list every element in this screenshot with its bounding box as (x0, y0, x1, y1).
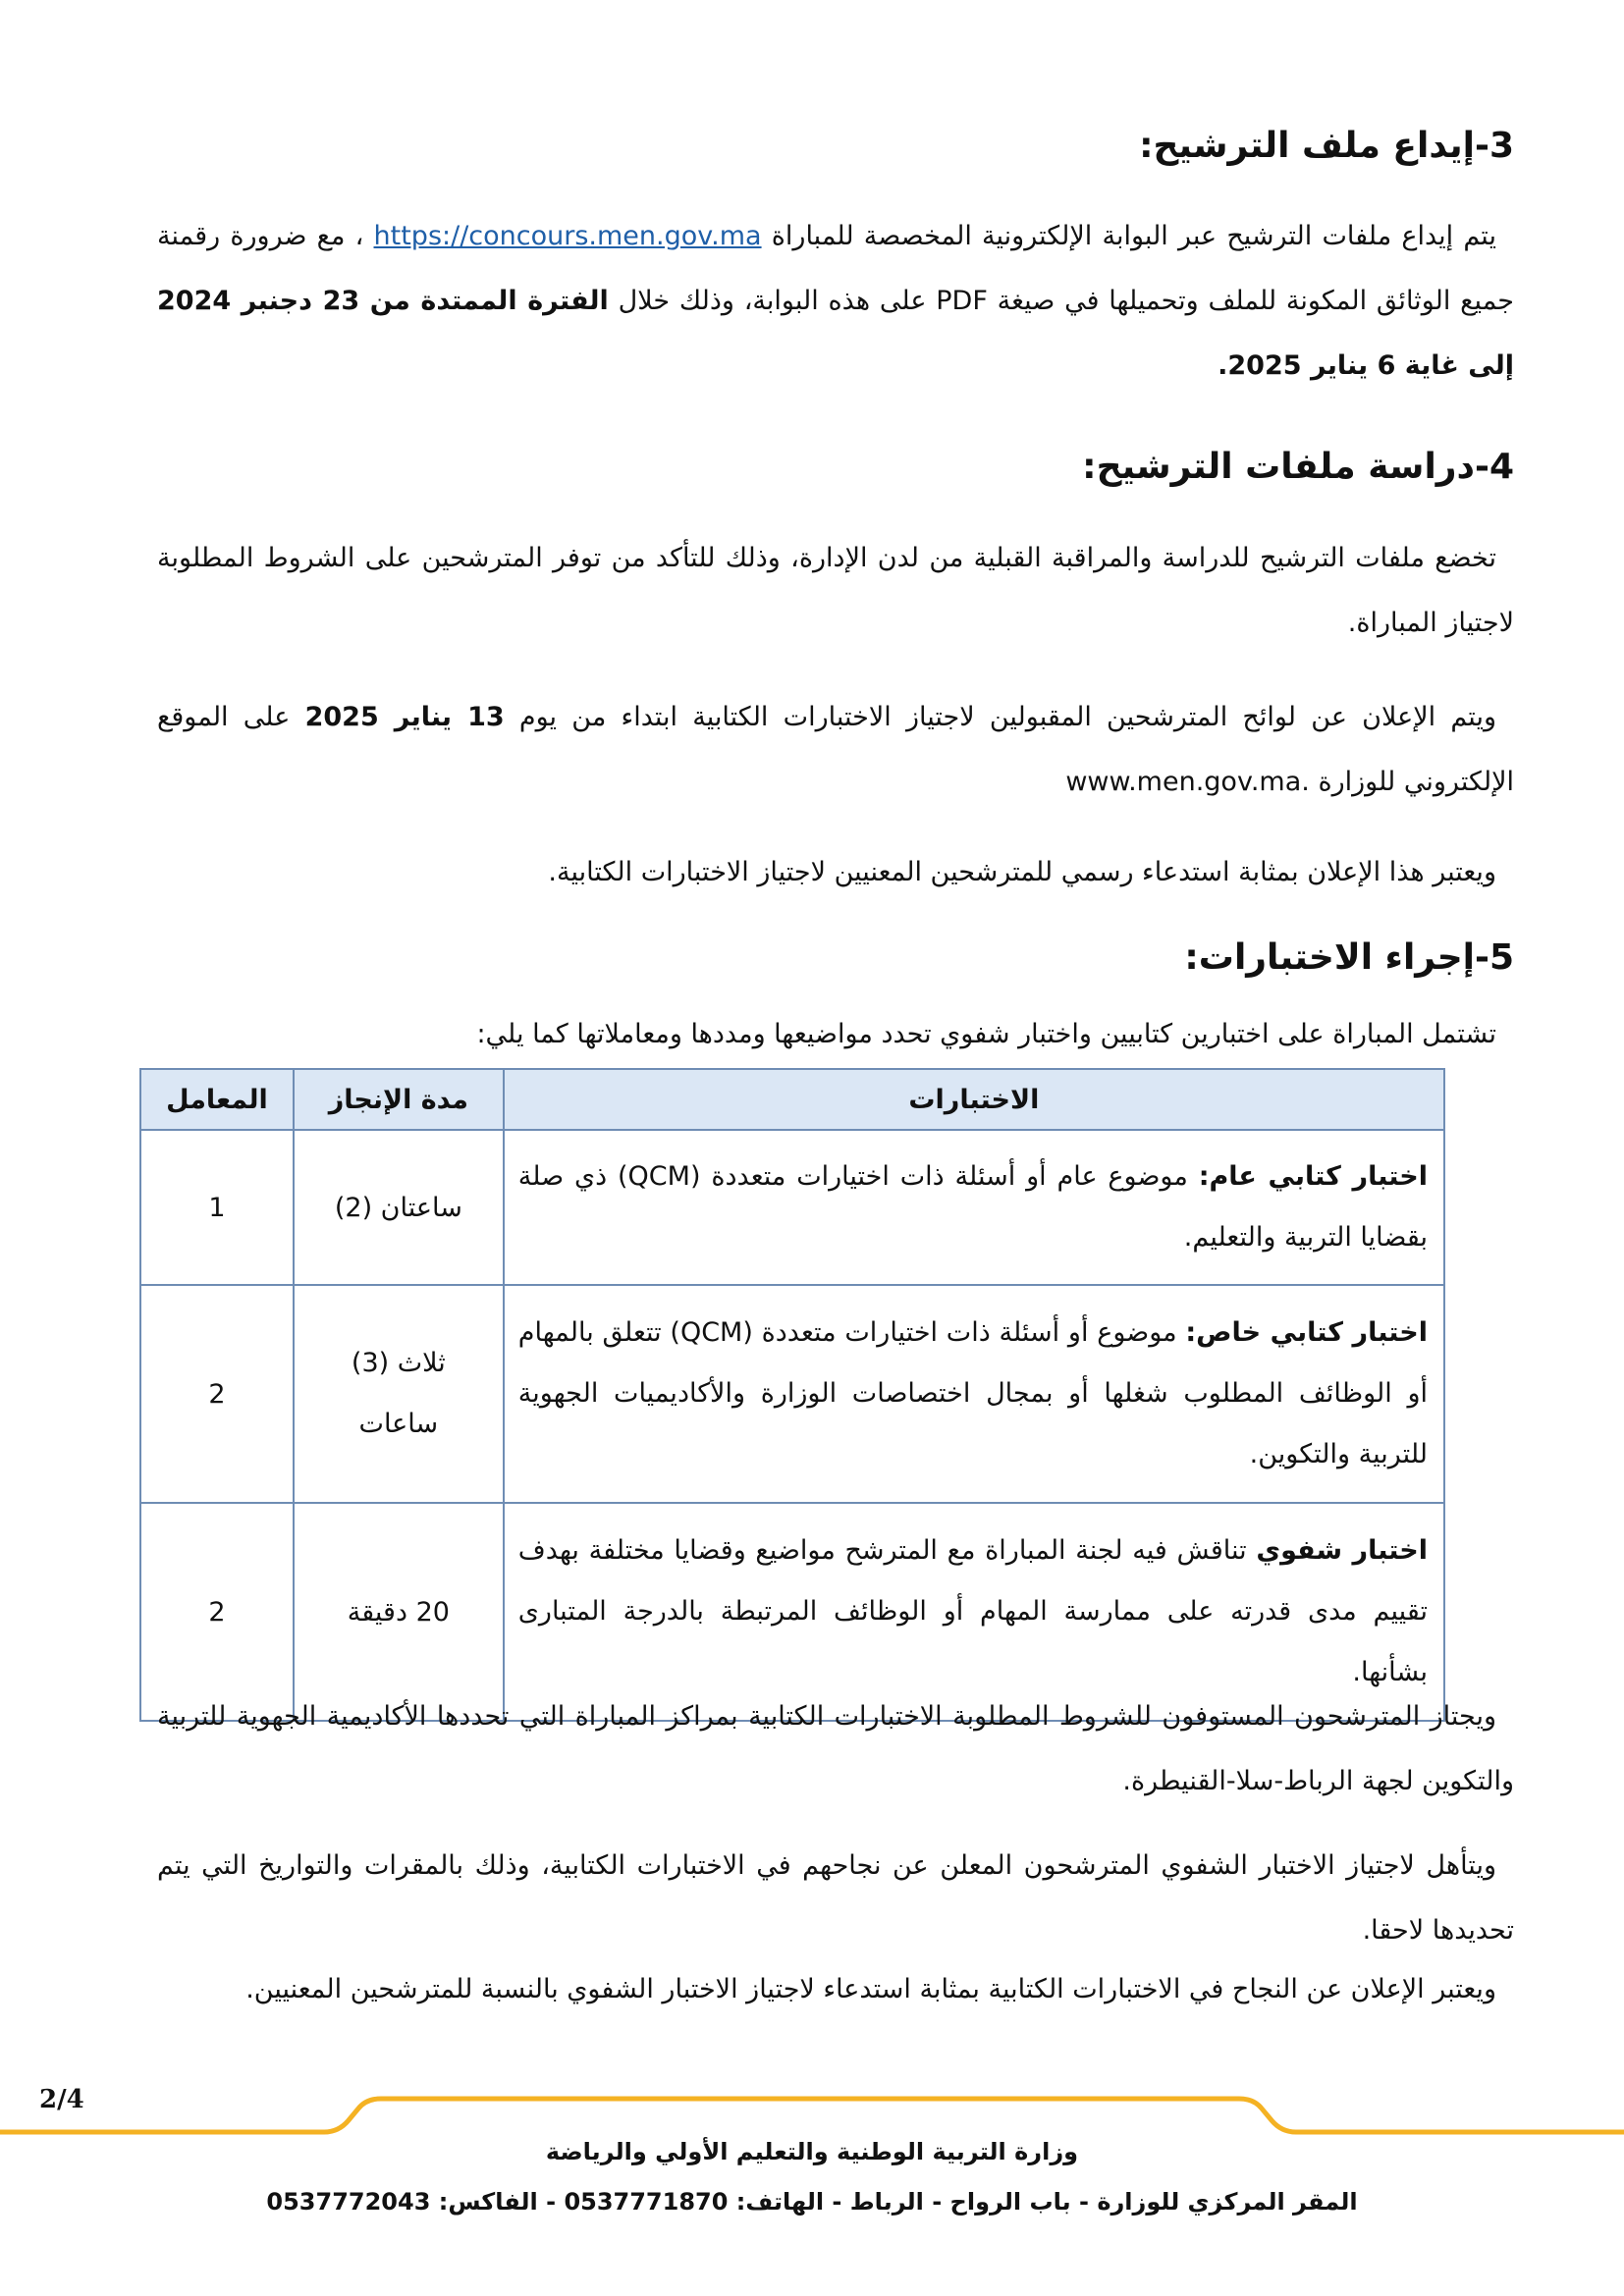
table-row (140, 1130, 1444, 1285)
concours-portal-link[interactable]: https://concours.men.gov.ma (373, 221, 762, 251)
exam-name: اختبار كتابي عام: (1198, 1161, 1428, 1192)
section-5-paragraph-4: ويعتبر الإعلان عن النجاح في الاختبارات الكتابية بمثابة استدعاء لاجتياز الاختبار الشفوي بالنسبة للمترشحين المعنيين. (245, 1974, 1496, 2004)
section-5-title: 5-إجراء الاختبارات: (1184, 937, 1514, 978)
exam-coefficient: 2 (140, 1285, 294, 1503)
section-4-paragraph-2: ويتم الإعلان عن لوائح المترشحين المقبولين لاجتياز الاختبارات الكتابية ابتداء من يوم 13 يناير 2025 على الموقع الإلكتروني للوزارة www.men.gov.ma. (157, 702, 1514, 797)
exam-coefficient: 2 (140, 1503, 294, 1721)
section-5-paragraph-3: ويتأهل لاجتياز الاختبار الشفوي المترشحون المعلن عن نجاحهم في الاختبارات الكتابية، وذلك بالمقرات والتواريخ التي يتم تحديدها لاحقا. (157, 1850, 1514, 1946)
section-5-intro: تشتمل المباراة على اختبارين كتابيين واختبار شفوي تحدد مواضيعها ومددها ومعاملاتها كما يلي: (476, 1019, 1496, 1049)
footer-accent-line (0, 2091, 1624, 2140)
exam-duration: ثلاث (3) ساعات (294, 1285, 504, 1503)
header-duration: مدة الإنجاز (294, 1069, 504, 1130)
ministry-website: www.men.gov.ma. (1065, 767, 1310, 797)
section-4-paragraph-1: تخضع ملفات الترشيح للدراسة والمراقبة القبلية من لدن الإدارة، وذلك للتأكد من توفر المترشحين على الشروط المطلوبة لاجتياز المباراة. (157, 543, 1514, 638)
table-header-row (140, 1069, 1444, 1130)
application-period: الفترة الممتدة من 23 دجنبر 2024 إلى غاية 6 يناير 2025. (157, 286, 1514, 381)
exam-description: اختبار كتابي خاص: موضوع أو أسئلة ذات اختيارات متعددة (QCM) تتعلق بالمهام أو الوظائف المطلوب شغلها أو بمجال اختصاصات الوزارة والأكاديميات الجهوية للتربية والتكوين. (504, 1285, 1444, 1503)
section-4-paragraph-3: ويعتبر هذا الإعلان بمثابة استدعاء رسمي للمترشحين المعنيين لاجتياز الاختبارات الكتابية. (548, 857, 1496, 887)
results-date: 13 يناير 2025 (304, 702, 505, 732)
exam-description: اختبار كتابي عام: موضوع عام أو أسئلة ذات اختيارات متعددة (QCM) ذي صلة بقضايا التربية والتعليم. (504, 1130, 1444, 1285)
exam-name: اختبار كتابي خاص: (1185, 1317, 1428, 1348)
exams-table (139, 1068, 1445, 1722)
footer-ministry: وزارة التربية الوطنية والتعليم الأولي والرياضة (545, 2138, 1079, 2165)
section-5-paragraph-2: ويجتاز المترشحون المستوفون للشروط المطلوبة الاختبارات الكتابية بمراكز المباراة التي تحددها الأكاديمية الجهوية للتربية والتكوين لجهة الرباط-سلا-القنيطرة. (157, 1701, 1514, 1796)
exam-coefficient: 1 (140, 1130, 294, 1285)
exam-description: اختبار شفوي تناقش فيه لجنة المباراة مع المترشح مواضيع وقضايا مختلفة بهدف تقييم مدى قدرته على ممارسة المهام أو الوظائف المرتبطة بالدرجة المتبارى بشأنها. (504, 1503, 1444, 1721)
footer-address: المقر المركزي للوزارة - باب الرواح - الرباط - الهاتف: 0537771870 - الفاكس: 0537772043 (266, 2188, 1358, 2216)
section-3-title: 3-إيداع ملف الترشيح: (1139, 126, 1514, 166)
page-number: 2/4 (39, 2085, 84, 2114)
exam-duration: ساعتان (2) (294, 1130, 504, 1285)
header-coefficient: المعامل (140, 1069, 294, 1130)
exam-name: اختبار شفوي (1256, 1535, 1428, 1566)
section-4-title: 4-دراسة ملفات الترشيح: (1082, 447, 1514, 487)
exam-duration: 20 دقيقة (294, 1503, 504, 1721)
table-row (140, 1285, 1444, 1503)
header-exams: الاختبارات (504, 1069, 1444, 1130)
section-3-paragraph: يتم إيداع ملفات الترشيح عبر البوابة الإلكترونية المخصصة للمباراة https://concours.men.gov.ma ، مع ضرورة رقمنة جميع الوثائق المكونة للملف وتحميلها في صيغة PDF على هذه البوابة، وذلك خلال الفترة الممتدة من 23 دجنبر 2024 إلى غاية 6 يناير 2025. (157, 221, 1514, 381)
